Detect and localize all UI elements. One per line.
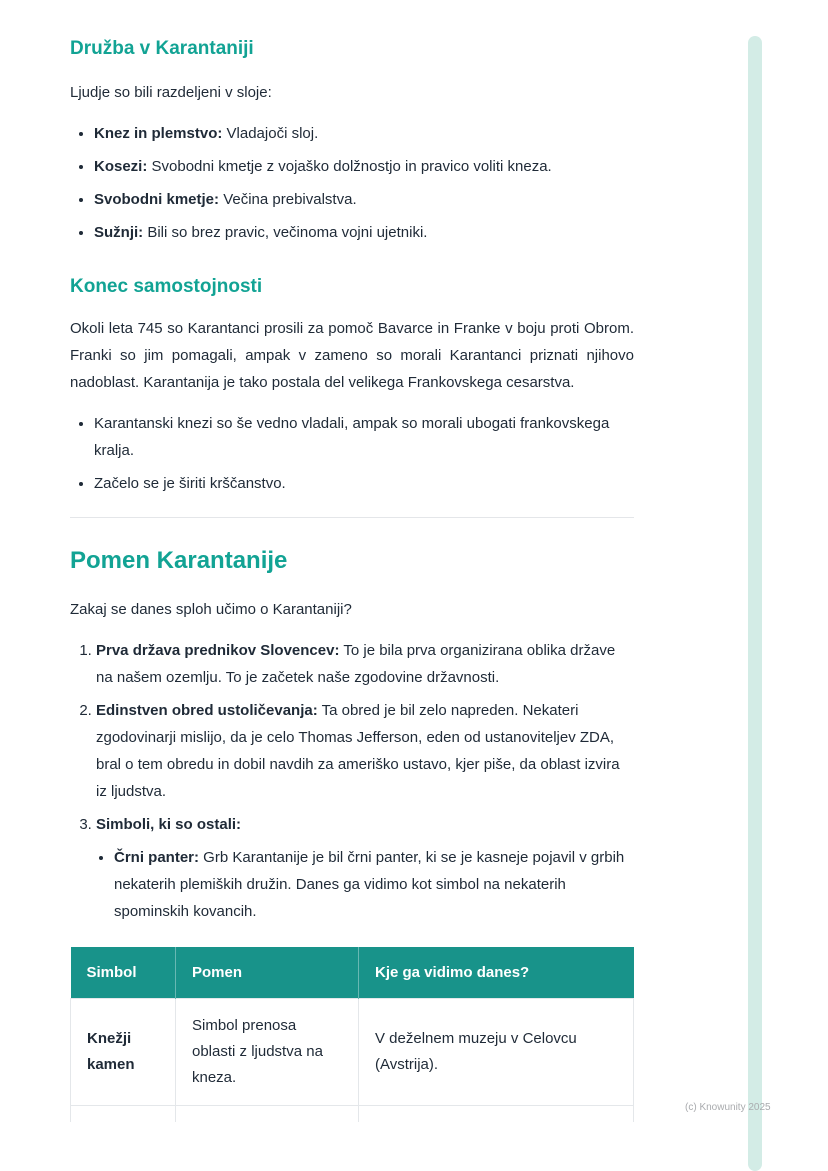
independence-paragraph: Okoli leta 745 so Karantanci prosili za pomoč Bavarce in Franke v boju proti Obrom. Franki so jim pomagali, ampak v zameno so morali Karantanci priznati njihovo nadoblast. Karantanija je tako postala del velikega Frankovskega cesarstva. [70, 320, 634, 391]
table-header-row [71, 947, 634, 999]
section-heading-pomen: Pomen Karantanije [70, 547, 288, 574]
table-cell-symbol [71, 1106, 176, 1122]
table-row [71, 999, 634, 1106]
table-header-simbol: Simbol [71, 947, 176, 999]
list-item-term: Kosezi: [94, 158, 148, 175]
list-item-term: Sužnji: [94, 224, 144, 241]
list-item-term: Knez in plemstvo: [94, 125, 223, 142]
list-item-term: Simboli, ki so ostali: [96, 816, 242, 833]
list-item-term: Svobodni kmetje: [94, 191, 220, 208]
list-item-term: Edinstven obred ustoličevanja: [96, 702, 318, 719]
table-cell-where [359, 1106, 634, 1122]
list-item-text: To je bila prva organizirana oblika države na našem ozemlju. To je začetek naše zgodovine državnosti. [96, 642, 616, 686]
table-cell-meaning [176, 1106, 359, 1122]
list-item-term: Prva država prednikov Slovencev: [96, 642, 340, 659]
list-item-text: Ta obred je bil zelo napreden. Nekateri zgodovinarji mislijo, da je celo Thomas Jefferson, eden od ustanoviteljev ZDA, bral o tem obredu in dobil navdih za ameriško ustavo, kjer piše, da oblast izvira iz ljudstva. [96, 702, 620, 800]
table-cell-where: V deželnem muzeju v Celovcu (Avstrija). [359, 999, 634, 1106]
section-heading-druzba: Družba v Karantaniji [70, 38, 254, 59]
independence-list [70, 410, 634, 497]
list-item-text: Bili so brez pravic, večinoma vojni ujetniki. [143, 224, 428, 241]
table-row-partial [71, 1106, 634, 1122]
list-item [114, 844, 634, 925]
list-item-text: Začelo se je širiti krščanstvo. [94, 475, 286, 492]
list-item [94, 470, 634, 497]
importance-list [70, 637, 634, 925]
table-header-kje: Kje ga vidimo danes? [359, 947, 634, 999]
list-item [94, 410, 634, 464]
list-item [94, 120, 634, 147]
society-intro: Ljudje so bili razdeljeni v sloje: [70, 84, 272, 101]
list-item-text: Grb Karantanije je bil črni panter, ki se je kasneje pojavil v grbih nekaterih plemiških družin. Danes ga vidimo kot simbol na nekaterih spominskih kovancih. [114, 849, 625, 920]
list-item [94, 153, 634, 180]
symbols-table [70, 947, 634, 1122]
list-item [96, 637, 634, 691]
copyright-watermark: (c) Knowunity 2025 [685, 1102, 771, 1113]
list-item-text: Svobodni kmetje z vojaško dolžnostjo in pravico voliti kneza. [147, 158, 552, 175]
document-content [70, 36, 634, 1122]
list-item-text: Vladajoči sloj. [222, 125, 319, 142]
section-divider [70, 517, 634, 518]
table-cell-meaning: Simbol prenosa oblasti z ljudstva na kneza. [176, 999, 359, 1106]
scrollbar-thumb[interactable] [748, 36, 762, 1171]
symbols-sublist [96, 844, 634, 925]
list-item-text: Karantanski knezi so še vedno vladali, ampak so morali ubogati frankovskega kralja. [94, 415, 610, 459]
table-cell-symbol: Knežji kamen [71, 999, 176, 1106]
list-item-text: Večina prebivalstva. [219, 191, 357, 208]
list-item-term: Črni panter: [114, 849, 200, 866]
table-header-pomen: Pomen [176, 947, 359, 999]
society-list [70, 120, 634, 246]
list-item [94, 219, 634, 246]
section-heading-konec: Konec samostojnosti [70, 276, 263, 297]
list-item [94, 186, 634, 213]
list-item [96, 697, 634, 805]
list-item [96, 811, 634, 925]
importance-intro: Zakaj se danes sploh učimo o Karantaniji? [70, 601, 352, 618]
